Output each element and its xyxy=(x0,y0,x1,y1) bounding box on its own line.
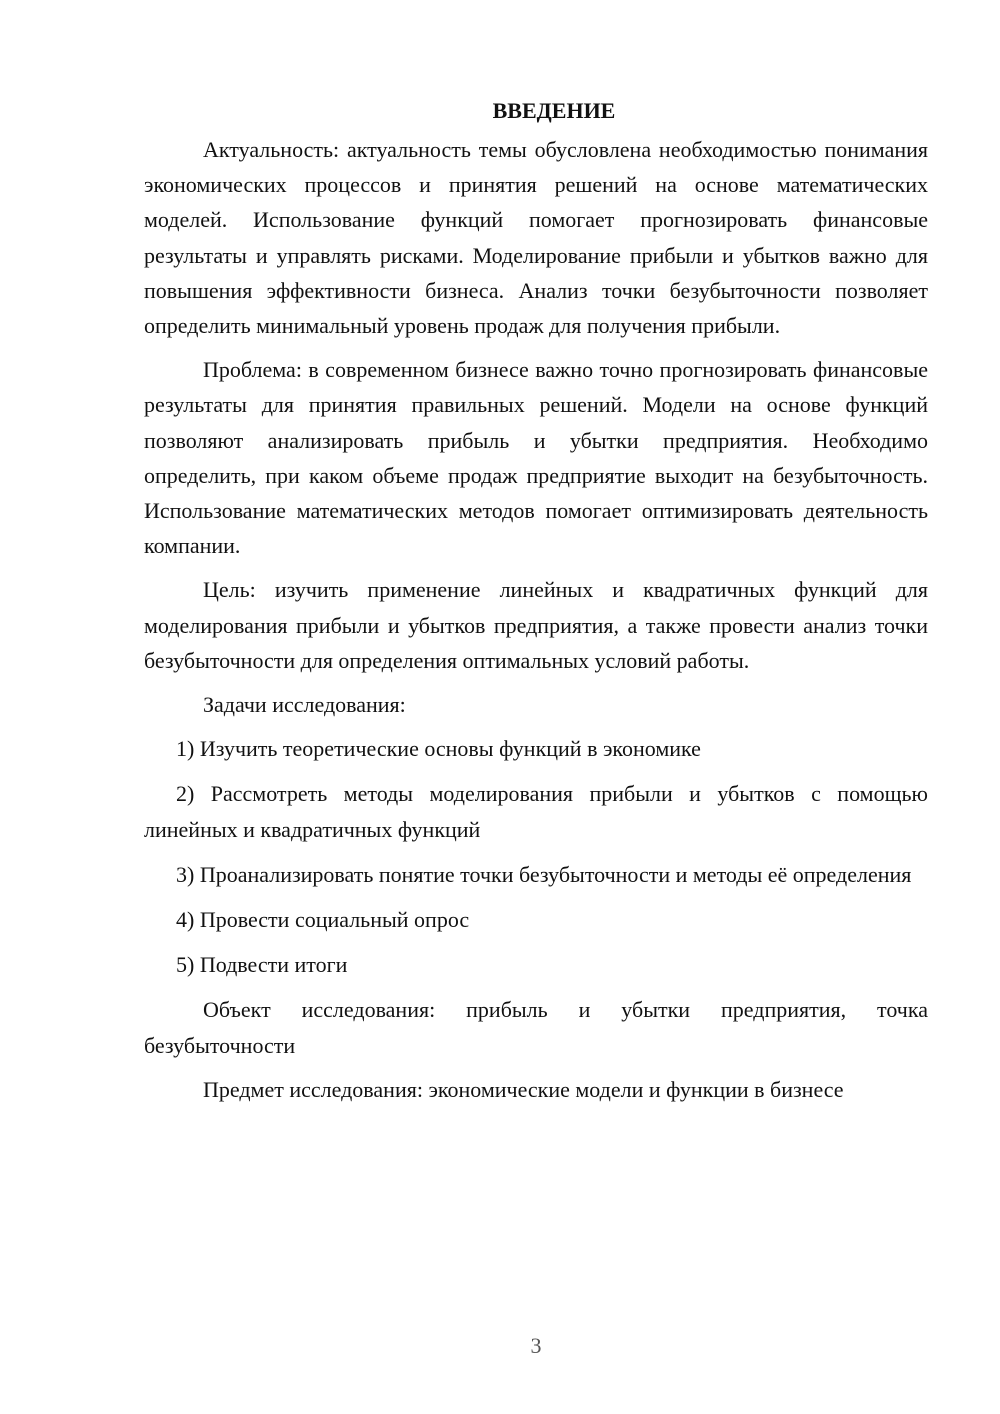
subject-paragraph: Предмет исследования: экономические модели и функции в бизнесе xyxy=(203,1076,844,1102)
page-title: ВВЕДЕНИЕ xyxy=(492,98,616,123)
task-item-2: 2) Рассмотреть методы моделирования прибыли и убытков с помощью линейных и квадратичных функций xyxy=(144,781,928,842)
task-item-3: 3) Проанализировать понятие точки безубыточности и методы её определения xyxy=(176,861,912,887)
tasks-heading: Задачи исследования: xyxy=(203,692,406,718)
page-number: 3 xyxy=(530,1333,542,1358)
problem-paragraph: Проблема: в современном бизнесе важно точно прогнозировать финансовые результаты для принятия правильных решений. Модели на основе функций позволяют анализировать прибыль и убытки предприятия. Необходимо определить, при каком объеме продаж предприятие выходит на безубыточность. Использование математических методов помогает оптимизировать деятельность компании. xyxy=(144,357,928,559)
relevance-paragraph: Актуальность: актуальность темы обусловлена необходимостью понимания экономических процессов и принятия решений на основе математических моделей. Использование функций помогает прогнозировать финансовые результаты и управлять рисками. Моделирование прибыли и убытков важно для повышения эффективности бизнеса. Анализ точки безубыточности позволяет определить минимальный уровень продаж для получения прибыли. xyxy=(144,137,928,339)
task-item-5: 5) Подвести итоги xyxy=(176,952,348,978)
task-item-4: 4) Провести социальный опрос xyxy=(176,907,470,933)
object-paragraph: Объект исследования: прибыль и убытки предприятия, точка безубыточности xyxy=(144,997,928,1058)
goal-paragraph: Цель: изучить применение линейных и квадратичных функций для моделирования прибыли и убытков предприятия, а также провести анализ точки безубыточности для определения оптимальных условий работы. xyxy=(144,577,928,673)
task-item-1: 1) Изучить теоретические основы функций в экономике xyxy=(176,736,701,762)
